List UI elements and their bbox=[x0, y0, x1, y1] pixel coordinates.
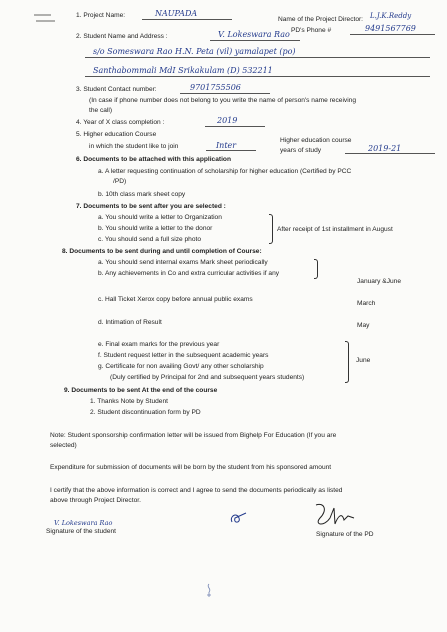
contact-value: 9701755506 bbox=[190, 83, 241, 92]
address-line-2: Santhabommali MdI Srikakulam (D) 532211 bbox=[93, 66, 273, 75]
years-underline bbox=[345, 153, 435, 154]
course-underline bbox=[206, 150, 256, 151]
project-name-value: NAUPADA bbox=[155, 9, 198, 18]
certify-line-1: I certify that the above information is correct and I agree to send the documents periodically as listed bbox=[50, 487, 343, 494]
section-9-item-1: 1. Thanks Note by Student bbox=[90, 398, 168, 405]
section-7-heading: 7. Documents to be sent after you are selected : bbox=[76, 203, 226, 210]
student-name-address-label: 2. Student Name and Address : bbox=[76, 33, 168, 40]
years-label-line-1: Higher education course bbox=[280, 137, 352, 144]
student-signature-label: Signature of the student bbox=[46, 528, 117, 535]
contact-note-line-1: (In case if phone number does not belong to you write the name of person's name receiving bbox=[89, 97, 356, 104]
certify-line-2: above through Project Director. bbox=[50, 497, 141, 504]
bottom-mark bbox=[205, 583, 213, 599]
section-8-item-a: a. You should send internal exams Mark sheet periodically bbox=[98, 259, 268, 266]
section-8-efg-brace bbox=[345, 341, 349, 383]
years-label-line-2: years of study bbox=[280, 147, 322, 154]
student-name-value: V. Lokeswara Rao bbox=[218, 30, 290, 39]
section-7-item-c: c. You should send a full size photo bbox=[98, 236, 202, 243]
student-name-underline bbox=[210, 40, 300, 41]
project-name-underline bbox=[142, 19, 232, 20]
director-value: L.J.K.Reddy bbox=[370, 12, 412, 20]
address-underline-1 bbox=[85, 57, 430, 58]
section-8-item-g-note: (Duly certified by Principal for 2nd and subsequent years students) bbox=[110, 374, 305, 381]
section-8-ab-brace bbox=[314, 259, 318, 279]
pd-phone-value: 9491567769 bbox=[365, 24, 416, 33]
margin-mark bbox=[33, 10, 57, 20]
x-class-value: 2019 bbox=[217, 116, 238, 125]
section-7-timing: After receipt of 1st installment in August bbox=[277, 226, 393, 233]
section-7-brace bbox=[269, 214, 273, 244]
pd-signature-label: Signature of the PD bbox=[316, 531, 374, 538]
section-9-heading: 9. Documents to be sent At the end of the course bbox=[64, 387, 218, 394]
section-6-item-b: b. 10th class mark sheet copy bbox=[98, 191, 186, 198]
note-line-2: selected) bbox=[50, 442, 77, 449]
course-value: Inter bbox=[216, 141, 237, 150]
course-label-line-1: 5. Higher education Course bbox=[76, 131, 157, 138]
pd-signature-scribble bbox=[308, 500, 362, 532]
x-class-underline bbox=[205, 126, 265, 127]
section-6-heading: 6. Documents to be attached with this application bbox=[76, 156, 231, 163]
contact-note-line-2: the call) bbox=[89, 107, 113, 114]
years-value: 2019-21 bbox=[368, 144, 402, 153]
course-label-line-2: in which the student like to join bbox=[89, 143, 179, 150]
section-8-timing-ab: January &June bbox=[357, 278, 401, 285]
section-6-item-a-line-2: /PD) bbox=[113, 178, 127, 185]
section-6-item-a-line-1: a. A letter requesting continuation of scholarship for higher education (Certified by PCC bbox=[98, 168, 352, 175]
address-underline-2 bbox=[85, 76, 430, 77]
section-8-item-d: d. Intimation of Result bbox=[98, 319, 162, 326]
note-line-1: Note: Student sponsorship confirmation letter will be issued from Bighelp For Education (If you are bbox=[50, 432, 337, 439]
contact-underline bbox=[180, 93, 270, 94]
contact-label: 3. Student Contact number: bbox=[76, 86, 157, 93]
section-8-item-c: c. Hall Ticket Xerox copy before annual public exams bbox=[98, 296, 253, 303]
student-signature-handwritten: V. Lokeswara Rao bbox=[54, 519, 113, 527]
section-7-item-b: b. You should write a letter to the donor bbox=[98, 225, 213, 232]
x-class-label: 4. Year of X class completion : bbox=[76, 119, 165, 126]
section-8-item-b: b. Any achievements in Co and extra curricular activities if any bbox=[98, 270, 280, 277]
expenditure-note: Expenditure for submission of documents will be born by the student from his sponsored amount bbox=[50, 464, 332, 471]
section-9-item-2: 2. Student discontinuation form by PD bbox=[90, 409, 201, 416]
pd-phone-underline bbox=[350, 34, 435, 35]
section-8-item-f: f. Student request letter in the subsequent academic years bbox=[98, 352, 269, 359]
section-8-item-g: g. Certificate for non availing Govt/ any other scholarship bbox=[98, 363, 264, 370]
section-8-item-e: e. Final exam marks for the previous year bbox=[98, 341, 220, 348]
director-label: Name of the Project Director: bbox=[278, 16, 364, 23]
address-line-1: s/o Someswara Rao H.N. Peta (vil) yamalapet (po) bbox=[93, 47, 296, 56]
section-7-item-a: a. You should write a letter to Organization bbox=[98, 214, 222, 221]
project-name-label: 1. Project Name: bbox=[76, 12, 126, 19]
section-8-timing-c: March bbox=[357, 300, 376, 307]
initial-mark bbox=[227, 510, 249, 526]
pd-phone-label: PD's Phone # bbox=[291, 27, 332, 34]
section-8-timing-d: May bbox=[357, 322, 370, 329]
section-8-heading: 8. Documents to be sent during and until completion of Course: bbox=[62, 248, 262, 255]
section-8-timing-efg: June bbox=[356, 357, 371, 364]
